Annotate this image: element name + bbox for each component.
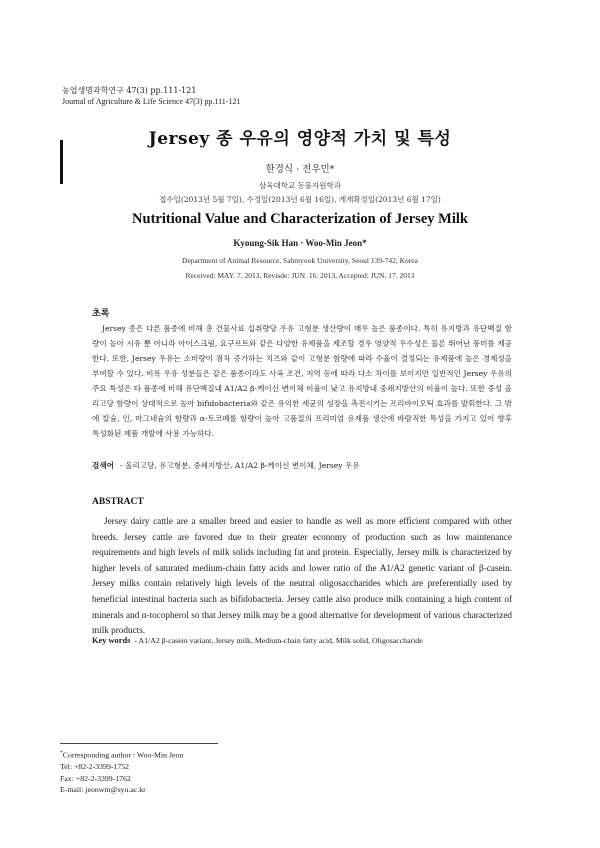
footnote-star: * xyxy=(60,750,63,756)
keywords-korean-label: 검색어 xyxy=(92,461,115,470)
journal-name-korean: 농업생명과학연구 47(3) pp.111-121 xyxy=(62,86,197,95)
dates-korean: 접수일(2013년 5월 7일), 수정일(2013년 6월 16일), 게재확정일(2013년 6월 17일) xyxy=(159,195,441,204)
footnote xyxy=(60,748,183,796)
footnote-rule xyxy=(60,743,218,744)
affiliation-english: Department of Animal Resource, Sahmyook University, Seoul 139-742, Korea xyxy=(182,256,418,265)
title-english: Nutritional Value and Characterization of Jersey Milk xyxy=(132,211,468,227)
affiliation-korean: 삼육대학교 동물자원학과 xyxy=(258,181,342,190)
title-korean: Jersey 종 우유의 영양적 가치 및 특성 xyxy=(148,129,452,149)
keywords-english xyxy=(92,636,522,645)
footnote-corresponding-text: Corresponding author : Woo-Min Jeon xyxy=(62,750,184,760)
keywords-english-label: Key words xyxy=(92,636,131,645)
footnote-tel: Tel: +82-2-3399-1752 xyxy=(60,762,130,772)
abstract-korean-heading: 초록 xyxy=(92,309,110,319)
journal-name-english: Journal of Agriculture & Life Science 47(3) pp.111-121 xyxy=(62,97,241,106)
dates-english: Received: MAY. 7. 2013, Revisde: JUN. 16. 2013, Accepted: JUN. 17. 2013 xyxy=(185,271,415,280)
footnote-fax: Fax: +82-2-3399-1762 xyxy=(60,773,131,783)
footnote-corresponding-author xyxy=(60,748,183,761)
keywords-english-list: - A1/A2 β-casein variant, Jersey milk, Medium-chain fatty acid, Milk solid, Oligosaccharide xyxy=(134,636,423,645)
abstract-english-heading: ABSTRACT xyxy=(92,497,144,507)
authors-korean: 한경식 · 전우민* xyxy=(265,164,335,175)
keywords-korean-list: - 올리고당, 유고형분, 중쇄지방산, A1/A2 β-케이신 변이체, Jersey 우유 xyxy=(120,461,360,470)
abstract-korean-body: Jersey 종은 다른 품종에 비해 총 건물사료 섭취량당 우유 고형분 생산량이 매우 높은 품종이다. 특히 유지방과 유단백질 함량이 높아 시유 뿐 아니라 아이스크림, 요구르트와 같은 다양한 유제품을 제조할 경우 영양적 우수성은 물론 뛰어난 풍미를 제공한다. 또한, Jersey 우유는 소비량이 점차 증가하는 치즈와 같이 고형분 함량에 따라 수율이 결정되는 유제품에 높은 경제성을 부여할 수 있다. 비록 우유 성분들은 같은 품종이라도 사육 조건, 지역 등에 따라 다소 차이를 보이지만 일반적인 Jersey 우유의 주요 특성은 타 품종에 비해 유단백질내 A1/A2 β-케이신 변이체 비율이 낮고 유지방내 중쇄지방산의 비율이 높다. 또한 중성 올리고당 함량이 상대적으로 높아 bifidobacteria와 같은 유익한 세균의 성장을 촉진시키는 프리바이오틱 효과를 발휘한다. 그 밖에 칼슘, 인, 마그네슘의 함량과 α-토코페롤 함량이 높아 고품질의 프리미엄 유제품 생산에 바람직한 특성을 가지고 있어 향후 특성화된 제품 개발에 사용 가능하다. xyxy=(92,324,512,438)
abstract-english-body: Jersey dairy cattle are a smaller breed and easier to handle as well as more efficient compared with other breeds. Jersey cattle are favored due to their greater economy of production such as low maintenance requirements and high levels of milk solids including fat and protein. Especially, Jersey milk is characterized by higher levels of saturated medium-chain fatty acids and lower ratio of the A1/A2 genetic variant of β-casein. Jersey milks contain relatively high levels of the neutral oligosaccharides which are preferentially used by beneficial intestinal bacteria such as bifidobacteria. Jersey cattle also produce milk containing a high content of minerals and α-tocopherol so that Jersey milk may be a good alternative for development of various characterized milk products. xyxy=(92,516,512,636)
authors-english: Kyoung-Sik Han · Woo-Min Jeon* xyxy=(233,238,367,248)
footnote-email: E-mail: jeonwm@syu.ac.kr xyxy=(60,785,146,795)
keywords-korean xyxy=(92,460,512,471)
